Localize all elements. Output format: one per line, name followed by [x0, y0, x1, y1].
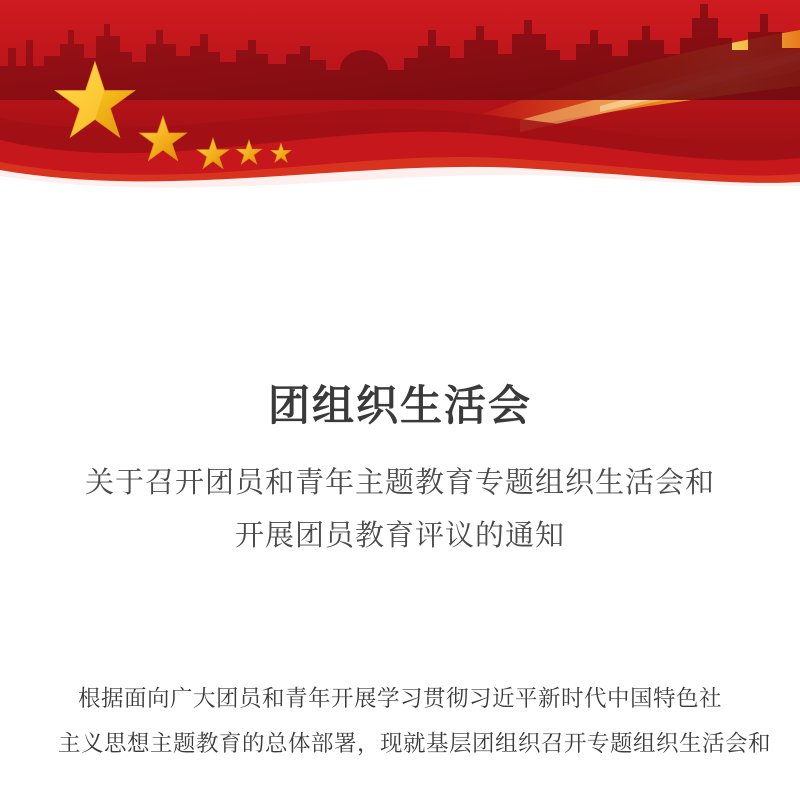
- title-block: [0, 380, 800, 564]
- body-line-1: 根据面向广大团员和青年开展学习贯彻习近平新时代中国特色社: [77, 686, 722, 711]
- banner-graphic: [0, 0, 800, 190]
- subtitle-line-2: 开展团员教育评议的通知: [234, 520, 565, 553]
- body-text: [0, 676, 800, 766]
- page-title: 团组织生活会: [267, 382, 532, 429]
- body-line-2: 主义思想主题教育的总体部署，现就基层团组织召开专题组织生活会和: [58, 731, 772, 756]
- banner-header: [0, 0, 800, 190]
- subtitle-line-1: 关于召开团员和青年主题教育专题组织生活会和: [84, 466, 715, 499]
- page-subtitle: [0, 457, 800, 564]
